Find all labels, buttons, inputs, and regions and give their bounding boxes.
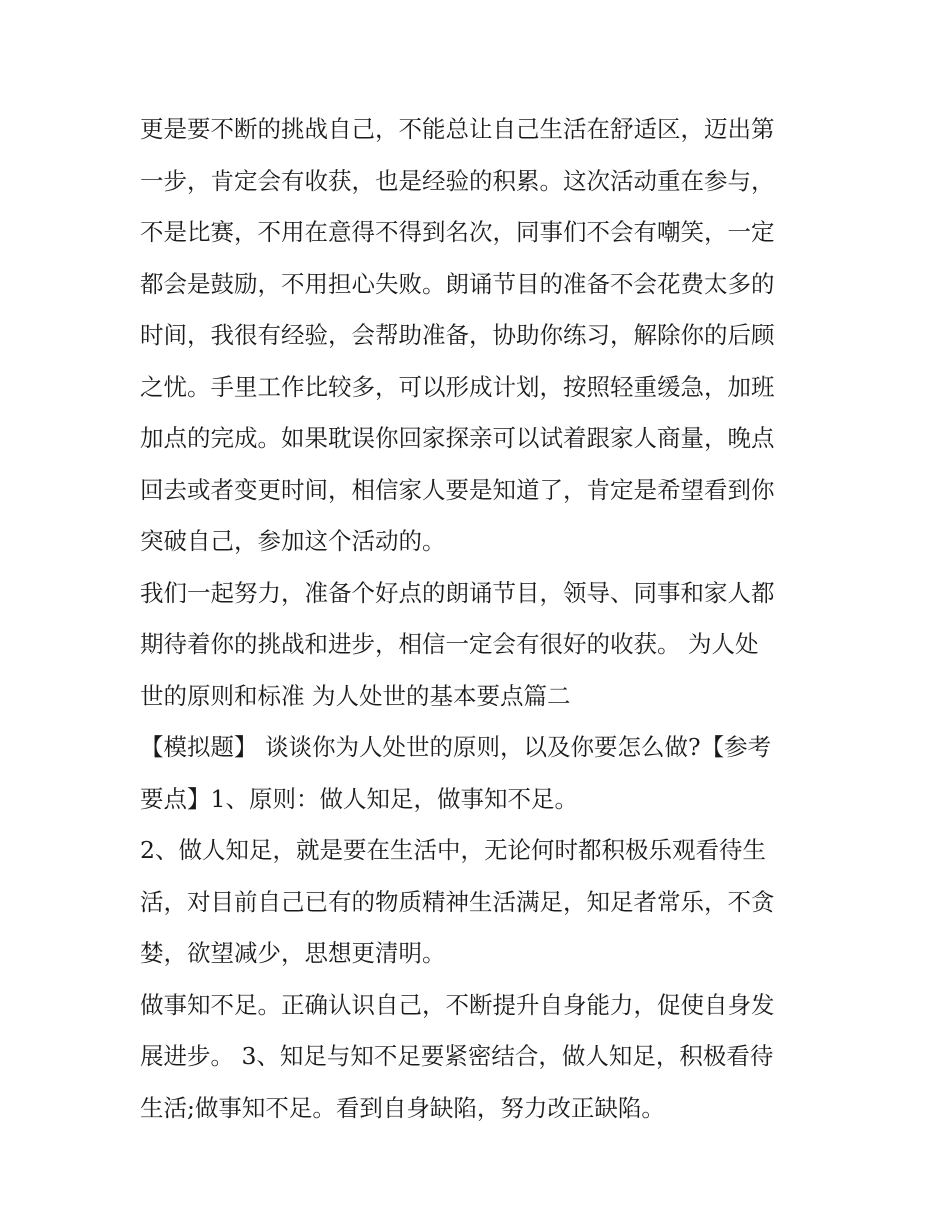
text-line: 世的原则和标准 为人处世的基本要点篇二 xyxy=(140,681,571,710)
text-line: 【模拟题】 谈谈你为人处世的原则，以及你要怎么做?【参考 xyxy=(140,733,772,761)
text-line: 活，对目前自己已有的物质精神生活满足，知足者常乐，不贪 xyxy=(140,887,775,916)
text-line: 做事知不足。正确认识自己，不断提升自身能力，促使自身发 xyxy=(140,990,775,1019)
text-line: 婪，欲望减少，思想更清明。 xyxy=(140,939,446,967)
text-line: 加点的完成。如果耽误你回家探亲可以试着跟家人商量，晚点 xyxy=(140,424,775,452)
text-line: 生活;做事知不足。看到自身缺陷，努力改正缺陷。 xyxy=(140,1093,665,1122)
text-line: 要点】1、原则：做人知足，做事知不足。 xyxy=(140,784,578,813)
text-line: 之忧。手里工作比较多，可以形成计划，按照轻重缓急，加班 xyxy=(140,372,775,401)
text-line: 不是比赛，不用在意得不得到名次，同事们不会有嘲笑，一定 xyxy=(140,218,775,246)
body-text xyxy=(140,104,820,1134)
text-line: 期待着你的挑战和进步，相信一定会有很好的收获。 为人处 xyxy=(140,630,759,658)
text-line: 回去或者变更时间，相信家人要是知道了，肯定是希望看到你 xyxy=(140,475,775,504)
text-line: 突破自己，参加这个活动的。 xyxy=(140,527,446,555)
text-line: 一步，肯定会有收获，也是经验的积累。这次活动重在参与， xyxy=(140,166,775,195)
text-line: 展进步。 3、知足与知不足要紧密结合，做人知足，积极看待 xyxy=(140,1042,774,1070)
text-line: 我们一起努力，准备个好点的朗诵节目，领导、同事和家人都 xyxy=(140,578,775,607)
text-line: 都会是鼓励，不用担心失败。朗诵节目的准备不会花费太多的 xyxy=(140,269,775,298)
text-line: 2、做人知足，就是要在生活中，无论何时都积极乐观看待生 xyxy=(140,836,766,864)
text-line: 更是要不断的挑战自己，不能总让自己生活在舒适区，迈出第 xyxy=(140,115,775,143)
text-line: 时间，我很有经验，会帮助准备，协助你练习，解除你的后顾 xyxy=(140,321,775,349)
